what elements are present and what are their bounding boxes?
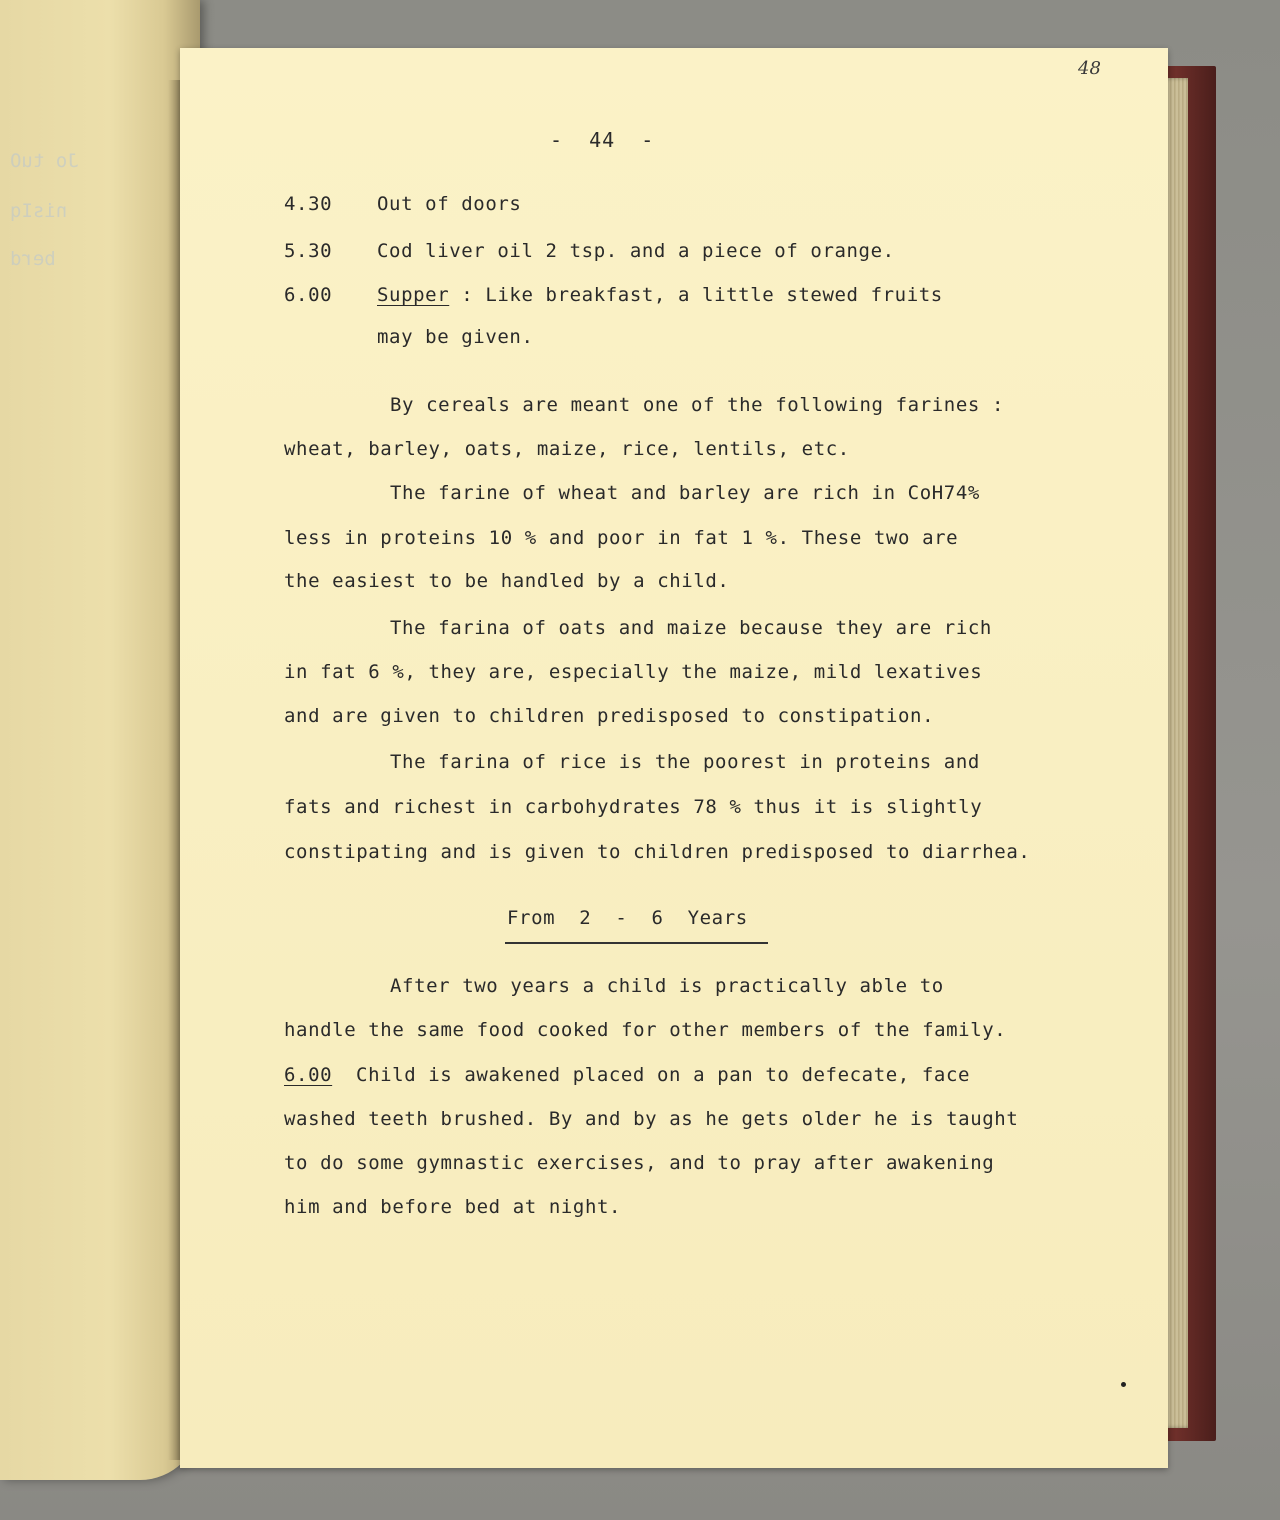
archive-page-number: 48 (1078, 58, 1101, 79)
schedule-continuation: may be given. (377, 326, 534, 348)
paragraph-line: and are given to children predisposed to constipation. (284, 705, 935, 727)
paragraph-line: the easiest to be handled by a child. (284, 570, 730, 592)
paragraph-line: constipating and is given to children predisposed to diarrhea. (284, 841, 1031, 863)
schedule-text-supper (377, 284, 943, 306)
paragraph-line: wheat, barley, oats, maize, rice, lentils, etc. (284, 438, 850, 460)
supper-label: Supper (377, 284, 450, 306)
page-number: - 44 - (550, 128, 655, 152)
bleed-through-text: Jo tuO (10, 150, 79, 172)
paragraph-line: Child is awakened placed on a pan to defecate, face (344, 1064, 971, 1086)
paragraph-line: less in proteins 10 % and poor in fat 1 %. These two are (284, 527, 959, 549)
ink-dot (1121, 1382, 1126, 1387)
section-heading: From 2 - 6 Years (507, 907, 748, 929)
schedule-time: 6.00 (284, 284, 333, 306)
paragraph-line: The farina of oats and maize because they are rich (390, 617, 992, 639)
supper-text: : Like breakfast, a little stewed fruits (449, 284, 943, 306)
paragraph-line: The farine of wheat and barley are rich in CoH74% (390, 482, 980, 504)
schedule-time: 6.00 (284, 1064, 333, 1086)
paragraph-line: The farina of rice is the poorest in proteins and (390, 751, 980, 773)
paragraph-line: washed teeth brushed. By and by as he gets older he is taught (284, 1108, 1019, 1130)
schedule-time: 5.30 (284, 240, 333, 262)
schedule-time: 4.30 (284, 193, 333, 215)
paragraph-line: handle the same food cooked for other members of the family. (284, 1019, 1007, 1041)
schedule-text: Cod liver oil 2 tsp. and a piece of orange. (377, 240, 895, 262)
paragraph-line: him and before bed at night. (284, 1196, 622, 1218)
bleed-through-text: berd (10, 248, 56, 270)
paragraph-line: in fat 6 %, they are, especially the maize, mild lexatives (284, 661, 983, 683)
paragraph-line: By cereals are meant one of the following farines : (390, 394, 1004, 416)
heading-underline (505, 942, 768, 944)
paragraph-line: to do some gymnastic exercises, and to pray after awakening (284, 1152, 995, 1174)
schedule-text: Out of doors (377, 193, 522, 215)
paragraph-line: fats and richest in carbohydrates 78 % thus it is slightly (284, 796, 983, 818)
bleed-through-text: nisIq (10, 200, 68, 222)
paragraph-line: After two years a child is practically able to (390, 975, 944, 997)
